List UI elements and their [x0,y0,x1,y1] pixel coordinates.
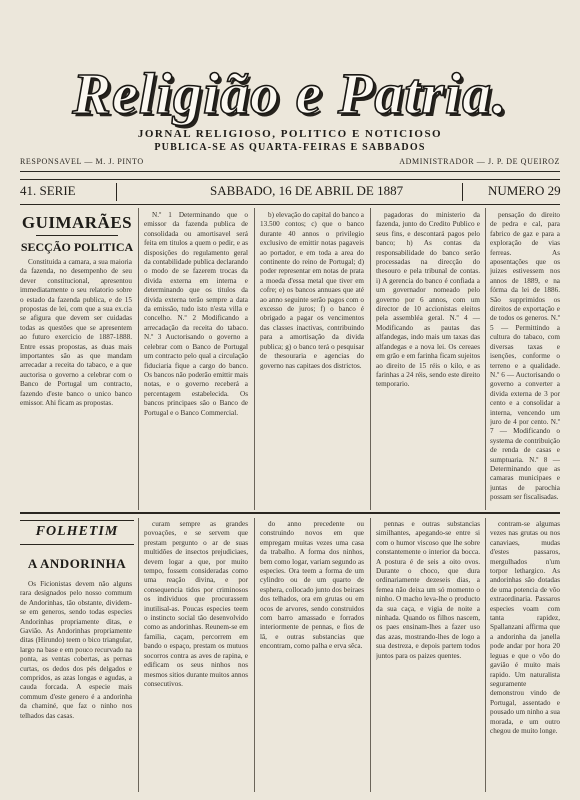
issue-date: SABBADO, 16 DE ABRIL DE 1887 [210,183,404,198]
column-text [144,211,248,511]
column-rule [370,518,371,792]
story-paragraph: do anno precedente ou construindo novos em que empregam muitas vezes uma casa da trabalho. A forma dos ninhos, bem como logar, variam segundo as especies. Ora teem a forma de um cylindro ou de um quarto de esphera, collocado junto dos beiraes dos telhados, ora em grutas ou em ocos de arvores, sendo construidos com barro amassado e forrados interiormente de pennas, e fios de lã, e outras substancias que encontram, como palha e erva sêca. [260,520,364,651]
column-text [490,520,560,792]
column-text [20,580,132,792]
column-text [20,258,132,510]
newspaper-title: Religião e Patria. [72,61,508,126]
column-rule [485,518,486,792]
dateline-top-rule [20,179,560,180]
column-rule [138,208,139,510]
column-rule [254,518,255,792]
column-text [260,211,364,511]
folhetim-box [20,518,134,546]
column-text [490,211,560,511]
column-text [376,520,480,792]
folhetim-rule [20,520,134,521]
publication-schedule: PUBLICA-SE AS QUARTA-FEIRAS E SABBADOS [154,142,426,153]
newspaper-subtitle: JORNAL RELIGIOSO, POLITICO E NOTICIOSO [137,128,443,140]
article-paragraph: Constituida a camara, a sua maioria da fazenda, no desempenho de seu dever constitucional, apresentou immediatamente o seu relatorio sobre o estado da fazenda publica, e de 15 propostas de lei, com que a sua ex.cia se afigura que devem ser cuidadas todas as questões que se apresentem ao futuro exercicio de 1887-1888. Entre essas propostas, as duas mais importantes são as que mandam arrecadar a receita do tabaco, e a que auctorisa o governo a celebrar com o Banco de Portugal um contracto, fazendo d'este banco o unico banco emissor. Ahi ficam as propostas. [20,258,132,408]
series-label: 41. SERIE [20,183,76,198]
column-rule [254,208,255,510]
top-rule [20,171,560,172]
dateline-divider [116,183,117,201]
column-text [376,211,480,511]
issue-number: NUMERO 29 [488,183,561,198]
masthead [0,0,580,190]
city-heading: GUIMARÃES [21,213,133,232]
folhetim-heading: FOLHETIM [35,524,119,539]
column-text [144,520,248,792]
article-paragraph: pensação do direito de pedra e cal, para fabrico de gaz e para a exploração de vias ferreas. As aposentações que os juizes estivessem nos annos de 1889, e na fórma da lei de 1886. São supprimidos os direitos de exportação e de todos os generos. N.º 5 — Permittindo a cultura do tabaco, com diversas taxas e isenções, conforme o terreno e a qualidade. N.º 6 — Auctorisando o governo a converter a divida externa de 3 por cento e a consolidar a interna, vencendo um juro de 4 por cento. N.º 7 — Modificando o systema de contribuição de renda de casas e sumptuaria. N.º 8 — Determinando que as camaras municipaes e juntas de parochia possam ser fiscalisadas. [490,211,560,502]
dateline-bottom-rule [20,204,560,205]
dateline-divider [462,183,463,201]
story-paragraph: curam sempre as grandes povoações, e se servem que prestam pergunto o ar de suas multidões de insectos prejudiciaes, devem logar a que, por muito tempo, fossem consideradas como uma reação divina, e por consequencia tidos por criminosos os individuos que procurassem inutilisal-as. Poucas especies teem o instincto social tão desenvolvido como as andorinhas. Reunem-se em familia, caçam, percorrem em bando o espaço, prestam os mutuos socorros contra as aves de rapina, e edificam os seus ninhos nos mesmos sitios durante muitos annos consecutivos. [144,520,248,688]
story-paragraph: pennas e outras substancias similhantes, apegando-se entre si com o humor viscoso que lhe sobre constantemente o interior da bocca. A postura é de seis a oito ovos. Durante o choco, que dura ordinariamente dezeseis dias, a femea não deixa um só momento o ninho. O macho leva-lhe o producto da sua caça, e vigia de noite a ninhada. Quando os filhos nascem, os paes ensinam-lhes a fazer uso das azas, mostrando-lhes de logo a sua destreza, e depois partem todos juntos para os paizes quentes. [376,520,480,660]
story-title: A ANDORINHA [27,556,127,571]
column-rule [370,208,371,510]
column-text [260,520,364,792]
story-paragraph: Os Ficionistas devem não alguns rara designados pelo nosso commum de Andorinhas, tão obstante, dividem-se em generos, sendo todas especies Andorinhas propriamente ditas, e Gavião. As Andorinhas propriamente ditas (Hirundo) teem o bico triangular, largo na base e em pouco recurvado na ponta, as ventas cobertas, as pernas curtas, os dedos dos pés delgados e compridos, as azas longas e agudas, a cauda forcada. A especie mais commum d'este genero é a andorinha da chaminé, que faz o ninho nos telhados das casas. [20,580,132,720]
folhetim-divider [20,512,560,514]
folhetim-rule [20,544,134,545]
column-rule [485,208,486,510]
column-rule [138,518,139,792]
article-paragraph: N.º 1 Determinando que o emissor da fazenda publica de consolidada ou amortisavel será feita em titulos a quem o pedir, e as disposições do regulamento geral da contabilidade publica declarando o modo de se fazerem trocas da divida externa em interna e determinando que os titulos da divida externa terão sempre a data da emissão, tudo isto n'esta villa e concelho. N.º 2 Modificando a arrecadação da receita do tabaco. N.º 3 Auctorisando o governo a celebrar com o Banco de Portugal um contracto pelo qual a circulação fiduciaria fique a cargo do banco. Os bancos não poderão emittir mais notas, e o governo receberá a percentagem estabelecida. Os bancos principaes são o Banco de Portugal e o Banco Commercial. [144,211,248,417]
administrator: ADMINISTRADOR — J. P. DE QUEIROZ [399,157,560,166]
article-paragraph: b) elevação do capital do banco a 13.500 contos; c) que o banco durante 40 annos o privilegio exclusivo de emittir notas pagaveis ao portador, e em toda a area do continente do reino de Portugal; d) poder representar em notas de prata a moeda d'essa metal que tiver em cofre; e) os bancos annuaes que até ao anno seguinte serão pagos com o excesso de juros; f) o banco é obrigado a pagar os vencimentos das classes inactivas, contribuindo para a amortisação da divida publica; g) o banco terá o pesquisar de thesouraria e agencias do governo nas capitaes dos districtos. [260,211,364,370]
responsible-editor: RESPONSAVEL — M. J. PINTO [20,157,144,166]
political-section-heading: SECÇÃO POLITICA [20,240,134,254]
story-paragraph: contram-se algumas vezes nas grutas ou nos canaviaes, mudas d'estes passaros, mergulhados n'um torpor lethargico. As andorinhas são dotadas de uma potencia de vôo extraordinaria. Passaros especies voam com tanta rapidez, Spallanzani affirma que a andorinha da janella pode andar por hora 20 leguas e que o vôo do gavião é muito mais rapido. Um naturalista seguramente demonstrou vindo de Portugal, assentado e pousado um ninho a sua morada, e um outro chegou de muito longe. [490,520,560,735]
dateline [20,181,560,203]
article-paragraph: pagadoras do ministerio da fazenda, junto do Credito Publico e seus fins, e descontará pagos pelo banco; h) As contas da responsabilidade do banco serão processadas na direcção do thesouro e pela tribunal de contas. i) A gerencia do banco é confiada a um governador nomeado pelo governo por 6 annos, com um director de 10 accionistas eleitos pela assembléa geral. N.º 4 — Modificando as pautas das alfandegas, indo mais um taxas das alfandegas e a nova lei. Os cereaes em grão e em farinha ficam sujeitos ao direito de 15 réis o kilo, e as farinhas a 24 réis, sendo este direito temporario. [376,211,480,389]
heading-rule [36,235,118,236]
